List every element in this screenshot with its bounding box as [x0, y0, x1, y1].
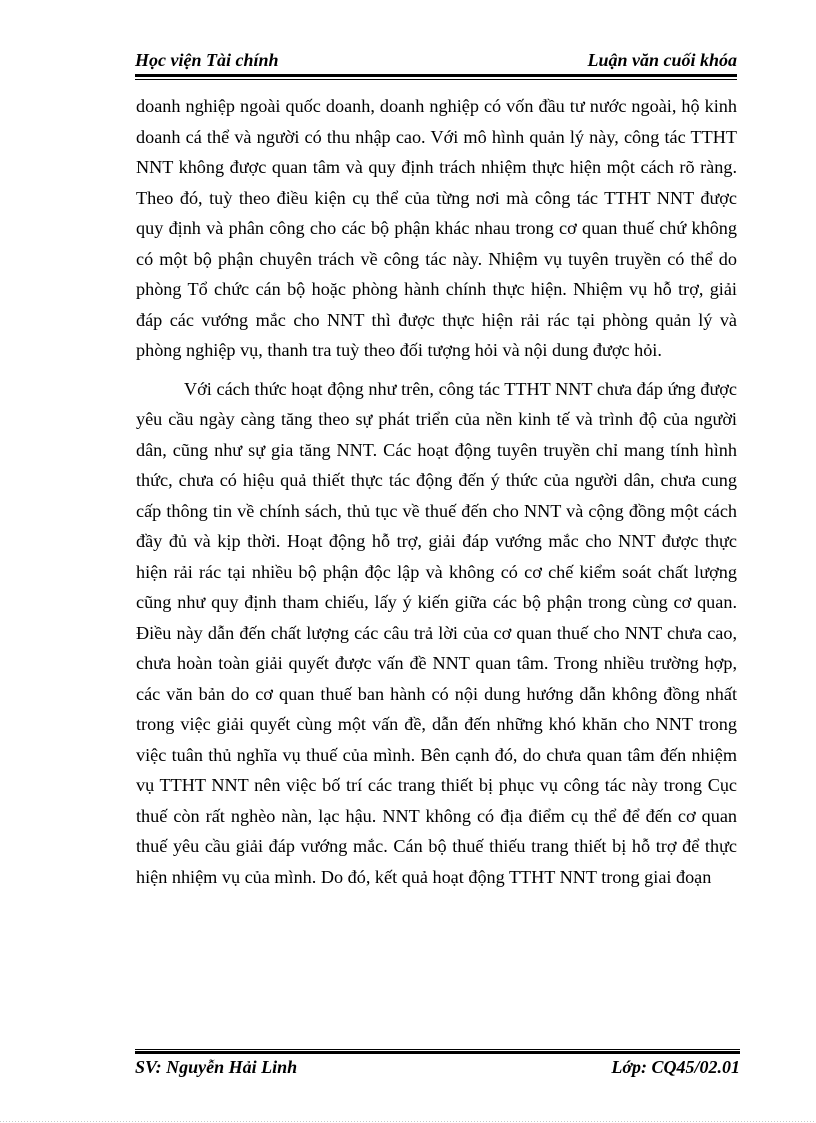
header-institution: Học viện Tài chính [135, 50, 279, 70]
footer-student-name: SV: Nguyễn Hải Linh [135, 1057, 298, 1077]
page-edge-dotted-line [0, 1121, 816, 1122]
page-header [135, 47, 737, 75]
header-divider-thin [135, 79, 737, 80]
body-paragraph-1: doanh nghiệp ngoài quốc doanh, doanh nghiệp có vốn đầu tư nước ngoài, hộ kinh doanh cá thể và người có thu nhập cao. Với mô hình quản lý này, công tác TTHT NNT không được quan tâm và quy định trách nhiệm thực hiện một cách rõ ràng. Theo đó, tuỳ theo điều kiện cụ thể của từng nơi mà công tác TTHT NNT được quy định và phân công cho các bộ phận khác nhau trong cơ quan thuế chứ không có một bộ phận chuyên trách về công tác này. Nhiệm vụ tuyên truyền có thể do phòng Tổ chức cán bộ hoặc phòng hành chính thực hiện. Nhiệm vụ hỗ trợ, giải đáp các vướng mắc cho NNT thì được thực hiện rải rác tại phòng quản lý và phòng nghiệp vụ, thanh tra tuỳ theo đối tượng hỏi và nội dung được hỏi. [136, 96, 737, 360]
header-document-type: Luận văn cuối khóa [587, 50, 737, 70]
footer-divider-thin [135, 1049, 740, 1050]
body-paragraph-2: Với cách thức hoạt động như trên, công tác TTHT NNT chưa đáp ứng được yêu cầu ngày càng tăng theo sự phát triển của nền kinh tế và trình độ của người dân, cũng như sự gia tăng NNT. Các hoạt động tuyên truyền chỉ mang tính hình thức, chưa có hiệu quả thiết thực tác động đến ý thức của người dân, chưa cung cấp thông tin về chính sách, thủ tục về thuế đến cho NNT và cộng đồng một cách đầy đủ và kịp thời. Hoạt động hỗ trợ, giải đáp vướng mắc cho NNT được thực hiện rải rác tại nhiều bộ phận độc lập và không có cơ chế kiểm soát chất lượng cũng như quy định tham chiếu, lấy ý kiến giữa các bộ phận trong cùng cơ quan. Điều này dẫn đến chất lượng các câu trả lời của cơ quan thuế cho NNT chưa cao, chưa hoàn toàn giải quyết được vấn đề NNT quan tâm. Trong nhiều trường hợp, các văn bản do cơ quan thuế ban hành có nội dung hướng dẫn không đồng nhất trong việc giải quyết cùng một vấn đề, dẫn đến những khó khăn cho NNT trong việc tuân thủ nghĩa vụ thuế của mình. Bên cạnh đó, do chưa quan tâm đến nhiệm vụ TTHT NNT nên việc bố trí các trang thiết bị phục vụ công tác này trong Cục thuế còn rất nghèo nàn, lạc hậu. NNT không có địa điểm cụ thể để đến cơ quan thuế yêu cầu giải đáp vướng mắc. Cán bộ thuế thiếu trang thiết bị hỗ trợ để thực hiện nhiệm vụ của mình. Do đó, kết quả hoạt động TTHT NNT trong giai đoạn [136, 378, 737, 887]
page-footer [135, 1054, 740, 1080]
footer-class-code: Lớp: CQ45/02.01 [611, 1057, 740, 1077]
header-divider-thick [135, 74, 737, 77]
page-body [136, 91, 737, 892]
